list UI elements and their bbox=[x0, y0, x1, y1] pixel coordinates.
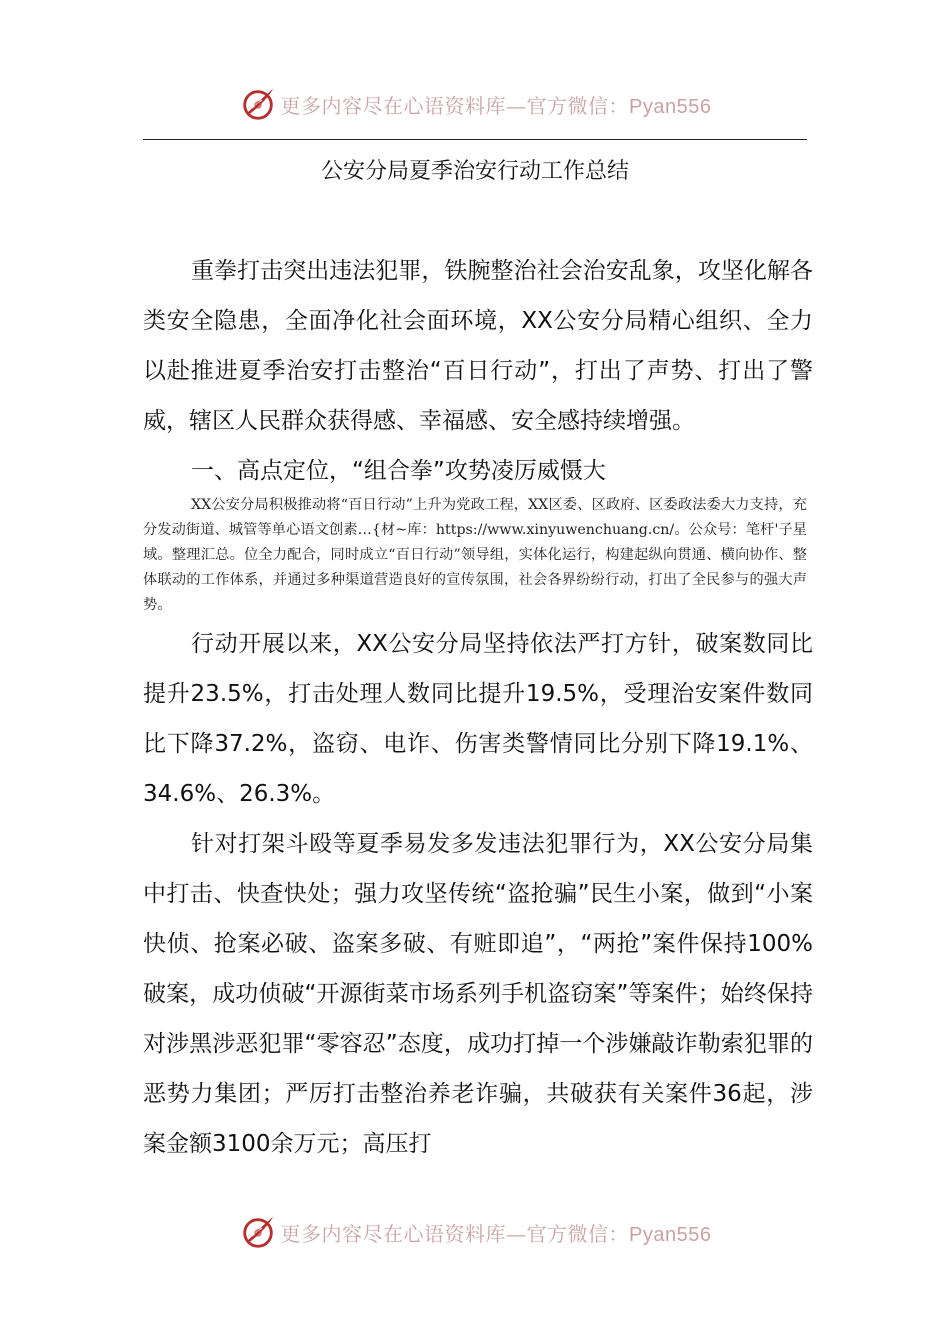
banner-promo: 更多内容尽在心语资料库—官方微信： bbox=[280, 93, 630, 118]
banner-text bbox=[281, 1218, 712, 1247]
results-paragraph: 行动开展以来，XX公安分局坚持依法严打方针，破案数同比提升23.5%，打击处理人数同比提升19.5%，受理治安案件数同比下降37.2%，盗窃、电诈、伤害类警情同比分别下降19.1%、34.6%、26.3%。 bbox=[143, 631, 813, 807]
banner-text bbox=[281, 90, 712, 119]
banner-wechat-id: Pyan556 bbox=[629, 95, 712, 118]
page-title: 公安分局夏季治安行动工作总结 bbox=[320, 159, 629, 184]
results-block bbox=[143, 619, 813, 1169]
intro-block bbox=[143, 246, 813, 496]
crackdown-paragraph: 针对打架斗殴等夏季易发多发违法犯罪行为，XX公安分局集中打击、快查快处；强力攻坚传统“盗抢骗”民生小案，做到“小案快侦、抢案必破、盗案多破、有赃即追”，“两抢”案件保持100%破案，成功侦破“开源街菜市场系列手机盗窃案”等案件；始终保持对涉黑涉恶犯罪“零容忍”态度，成功打掉一个涉嫌敲诈勒索犯罪的恶势力集团；严厉打击整治养老诈骗，共破获有关案件36起，涉案金额3100余万元；高压打 bbox=[143, 831, 813, 1157]
footer-banner bbox=[0, 1210, 950, 1254]
quill-logo-icon bbox=[239, 1213, 277, 1251]
section-heading-1: 一、高点定位，“组合拳”攻势凌厉威慑大 bbox=[191, 458, 606, 484]
banner-wechat-id: Pyan556 bbox=[629, 1223, 712, 1246]
header-divider bbox=[143, 139, 807, 140]
quill-logo-icon bbox=[239, 85, 277, 123]
banner-promo: 更多内容尽在心语资料库—官方微信： bbox=[280, 1221, 630, 1246]
small-print-paragraph: XX公安分局积极推动将“百日行动”上升为党政工程，XX区委、区政府、区委政法委大力支持，充分发动街道、城管等单心语文创素…{材~库：https://www.xinyuwenchuang.cn/。公众号：笔杆'子星域。整理汇总。位全力配合，同时成立“百日行动”领导组，实体化运行，构建起纵向贯通、横向协作、整体联动的工作体系，并通过多种渠道营造良好的宣传氛围，社会各界纷纷行动，打出了全民参与的强大声势。 bbox=[143, 497, 807, 613]
header-banner bbox=[0, 82, 950, 126]
intro-paragraph: 重拳打击突出违法犯罪，铁腕整治社会治安乱象，攻坚化解各类安全隐患，全面净化社会面环境，XX公安分局精心组织、全力以赴推进夏季治安打击整治“百日行动”，打出了声势、打出了警威，辖区人民群众获得感、幸福感、安全感持续增强。 bbox=[143, 258, 813, 434]
